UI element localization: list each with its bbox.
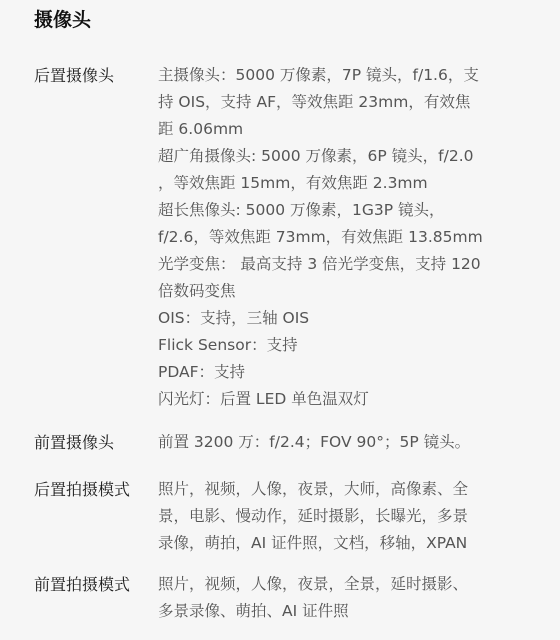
spec-line: PDAF：支持 <box>158 363 246 381</box>
spec-line: 景，电影、慢动作，延时摄影，长曝光，多景 <box>158 507 469 525</box>
spec-line: 前置 3200 万：f/2.4；FOV 90°；5P 镜头。 <box>158 433 471 451</box>
spec-value-front-camera <box>158 429 538 456</box>
spec-line: Flick Sensor：支持 <box>158 336 298 354</box>
spec-line: 主摄像头：5000 万像素，7P 镜头，f/1.6，支 <box>158 66 479 84</box>
spec-line: 照片，视频，人像，夜景，全景，延时摄影、 <box>158 575 469 593</box>
spec-label-rear-shooting-modes: 后置拍摄模式 <box>34 480 131 499</box>
spec-label-front-shooting-modes: 前置拍摄模式 <box>34 575 131 594</box>
spec-line: 超长焦像头: 5000 万像素，1G3P 镜头， <box>158 201 445 219</box>
spec-label-rear-camera: 后置摄像头 <box>34 66 115 85</box>
spec-line: 照片，视频，人像，夜景，大师，高像素、全 <box>158 480 469 498</box>
spec-line: OIS：支持，三轴 OIS <box>158 309 310 327</box>
section-title: 摄像头 <box>34 9 92 31</box>
spec-value-front-shooting-modes <box>158 571 538 625</box>
spec-line: 录像，萌拍，AI 证件照，文档，移轴，XPAN <box>158 534 468 552</box>
spec-line: 超广角摄像头: 5000 万像素，6P 镜头，f/2.0 <box>158 147 474 165</box>
spec-line: f/2.6，等效焦距 73mm，有效焦距 13.85mm <box>158 228 483 246</box>
spec-line: 距 6.06mm <box>158 120 244 138</box>
spec-line: 光学变焦： 最高支持 3 倍光学变焦，支持 120 <box>158 255 481 273</box>
spec-value-rear-shooting-modes <box>158 476 538 557</box>
spec-line: ，等效焦距 15mm，有效焦距 2.3mm <box>158 174 428 192</box>
spec-value-rear-camera <box>158 62 538 413</box>
spec-line: 持 OIS，支持 AF，等效焦距 23mm，有效焦 <box>158 93 471 111</box>
spec-line: 闪光灯：后置 LED 单色温双灯 <box>158 390 369 408</box>
spec-line: 多景录像、萌拍、AI 证件照 <box>158 602 349 620</box>
spec-label-front-camera: 前置摄像头 <box>34 433 115 452</box>
spec-line: 倍数码变焦 <box>158 282 236 300</box>
